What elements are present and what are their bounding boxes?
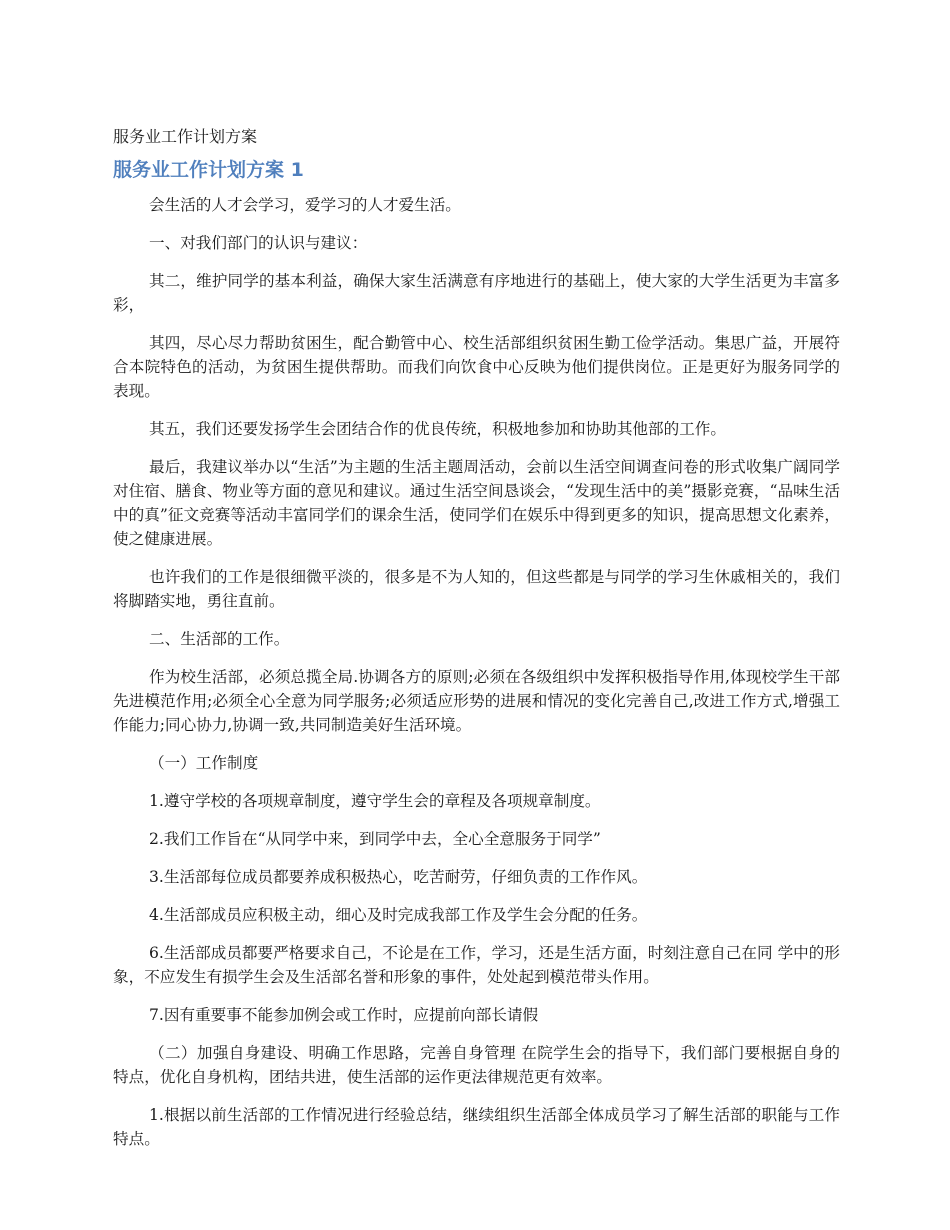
document-page bbox=[113, 124, 840, 1165]
paragraph: 4.生活部成员应积极主动，细心及时完成我部工作及学生会分配的任务。 bbox=[149, 906, 648, 924]
paragraph: 会生活的人才会学习，爱学习的人才爱生活。 bbox=[149, 196, 461, 214]
paragraph: 其二，维护同学的基本利益，确保大家生活满意有序地进行的基础上，使大家的大学生活更为丰富多彩， bbox=[113, 272, 840, 314]
paragraph: 二、生活部的工作。 bbox=[149, 630, 290, 648]
document-title: 服务业工作计划方案 bbox=[113, 127, 258, 146]
paragraph: 一、对我们部门的认识与建议： bbox=[149, 234, 368, 252]
paragraph: 1.遵守学校的各项规章制度，遵守学生会的章程及各项规章制度。 bbox=[149, 792, 601, 810]
paragraph: （二）加强自身建设、明确工作思路，完善自身管理 在院学生会的指导下，我们部门要根据自身的特点，优化自身机构，团结共进，使生活部的运作更法律规范更有效率。 bbox=[113, 1044, 840, 1086]
section-heading: 服务业工作计划方案 1 bbox=[113, 159, 304, 181]
paragraph: 7.因有重要事不能参加例会或工作时，应提前向部长请假 bbox=[149, 1006, 539, 1024]
paragraph: 作为校生活部，必须总揽全局.协调各方的原则;必须在各级组织中发挥积极指导作用,体现校学生干部先进模范作用;必须全心全意为同学服务;必须适应形势的进展和情况的变化完善自己,改进工作方式,增强工作能力;同心协力,协调一致,共同制造美好生活环境。 bbox=[113, 668, 840, 734]
paragraph: 3.生活部每位成员都要养成积极热心，吃苦耐劳，仔细负责的工作作风。 bbox=[149, 868, 648, 886]
paragraph: 6.生活部成员都要严格要求自己，不论是在工作，学习，还是生活方面，时刻注意自己在同 学中的形象，不应发生有损学生会及生活部名誉和形象的事件，处处起到模范带头作用。 bbox=[113, 944, 840, 986]
paragraph: 也许我们的工作是很细微平淡的，很多是不为人知的，但这些都是与同学的学习生休戚相关的，我们将脚踏实地，勇往直前。 bbox=[113, 568, 840, 610]
paragraph: 其四，尽心尽力帮助贫困生，配合勤管中心、校生活部组织贫困生勤工俭学活动。集思广益，开展符合本院特色的活动，为贫困生提供帮助。而我们向饮食中心反映为他们提供岗位。正是更好为服务同学的表现。 bbox=[113, 334, 840, 400]
paragraph: 其五，我们还要发扬学生会团结合作的优良传统，积极地参加和协助其他部的工作。 bbox=[149, 420, 726, 438]
paragraph: 最后，我建议举办以“生活”为主题的生活主题周活动，会前以生活空间调查问卷的形式收集广阔同学对住宿、膳食、物业等方面的意见和建议。通过生活空间恳谈会，“发现生活中的美”摄影竞赛，“品味生活中的真”征文竞赛等活动丰富同学们的课余生活，使同学们在娱乐中得到更多的知识，提高思想文化素养，使之健康进展。 bbox=[113, 458, 840, 548]
paragraph: （一）工作制度 bbox=[149, 754, 259, 772]
paragraph: 1.根据以前生活部的工作情况进行经验总结，继续组织生活部全体成员学习了解生活部的职能与工作特点。 bbox=[113, 1106, 840, 1148]
paragraph: 2.我们工作旨在“从同学中来，到同学中去，全心全意服务于同学” bbox=[149, 830, 601, 848]
